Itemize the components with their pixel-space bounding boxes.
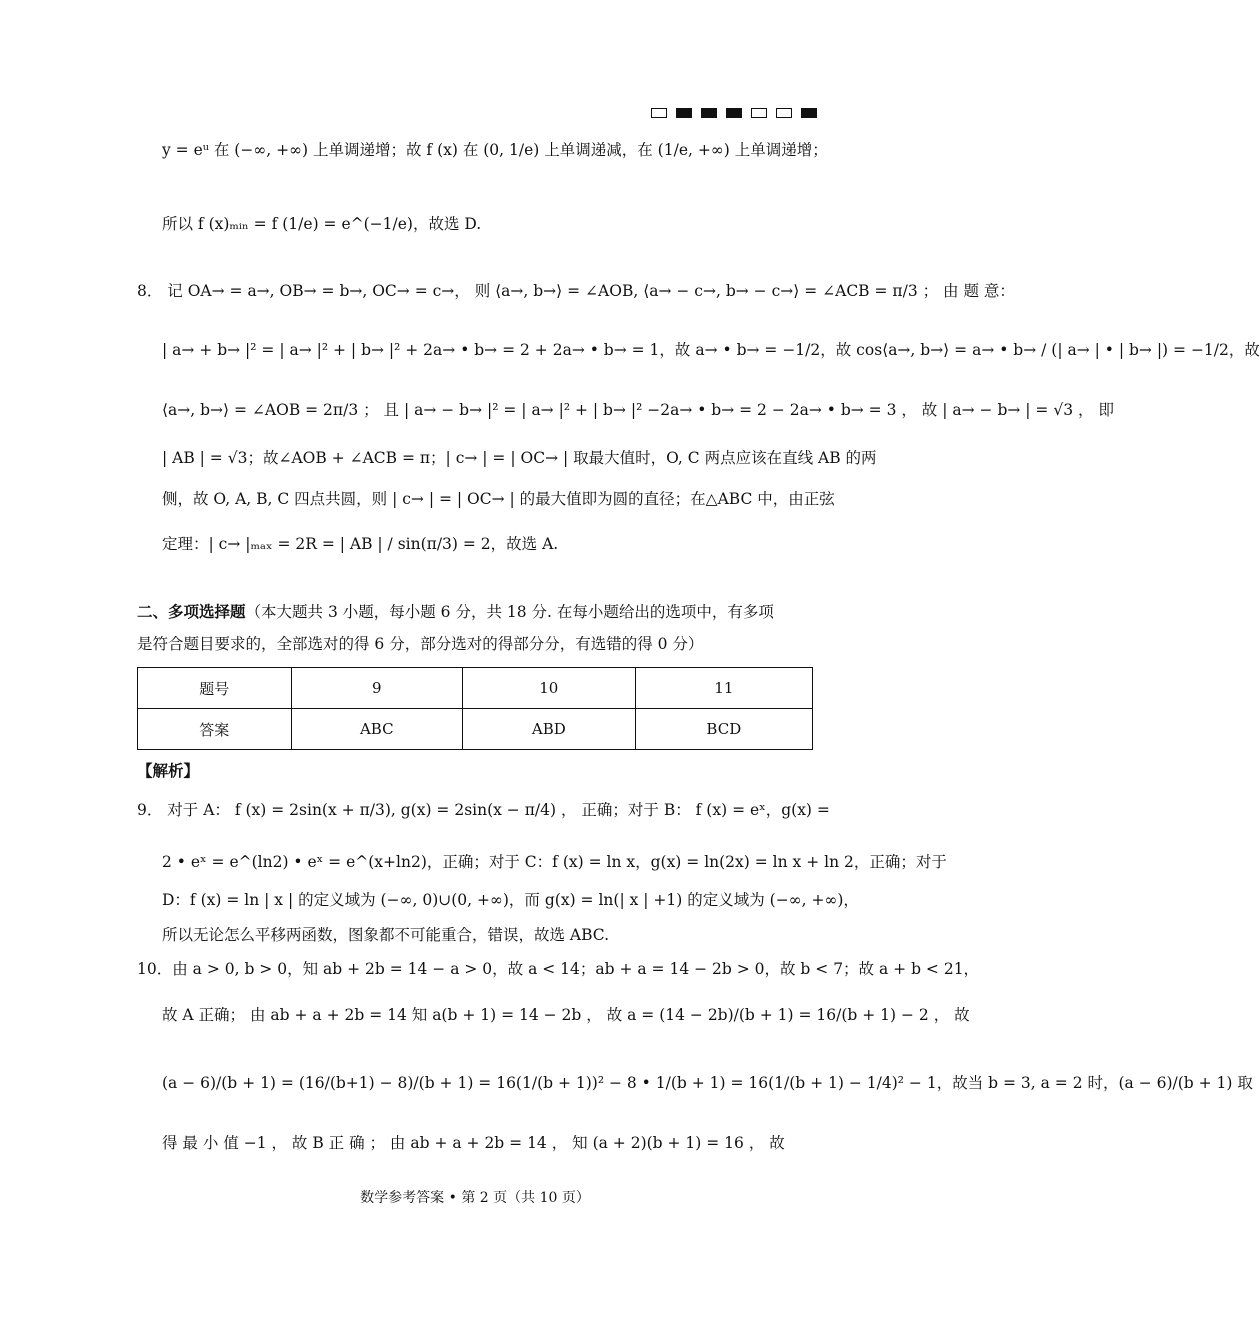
section-heading [137, 601, 815, 624]
section-title: 二、多项选择题 [137, 602, 246, 621]
header-mark [776, 108, 792, 118]
header-mark [751, 108, 767, 118]
table-cell-a11: BCD [635, 709, 812, 750]
page-footer: 数学参考答案 • 第 2 页（共 10 页） [360, 1190, 590, 1206]
text-line: ⟨a→, b→⟩ = ∠AOB = 2π/3 ； 且 | a→ − b→ |² = | a→ |² + | b→ |² −2a→ • b→ = 2 − 2a→ • b→ = 3 ， 故 | a→ − b→ | = √3 ， 即 [162, 401, 1114, 419]
header-mark [701, 108, 717, 118]
text-line: 故 A 正确； 由 ab + a + 2b = 14 知 a(b + 1) = 14 − 2b ， 故 a = (14 − 2b)/(b + 1) = 16/(b + 1) − 2 ， 故 [162, 1006, 970, 1024]
text-line: y = eᵘ 在 (−∞, +∞) 上单调递增；故 f (x) 在 (0, 1/e) 上单调递减，在 (1/e, +∞) 上单调递增； [162, 141, 828, 159]
header-marks [651, 108, 817, 118]
analysis-label: 【解析】 [137, 761, 200, 780]
table-row-header [138, 668, 813, 709]
text-line: | a→ + b→ |² = | a→ |² + | b→ |² + 2a→ • b→ = 2 + 2a→ • b→ = 1，故 a→ • b→ = −1/2，故 cos⟨a→, b→⟩ = a→ • b→ / (| a→ | • | b→ |) = −1/2，故 [162, 341, 1260, 359]
header-mark [651, 108, 667, 118]
table-cell-answer-label: 答案 [138, 709, 292, 750]
text-line: (a − 6)/(b + 1) = (16/(b+1) − 8)/(b + 1) = 16(1/(b + 1))² − 8 • 1/(b + 1) = 16(1/(b + 1) − 1/4)² − 1，故当 b = 3, a = 2 时，(a − 6)/(b + 1) 取 [162, 1074, 1253, 1092]
text-line: 所以无论怎么平移两函数，图象都不可能重合，错误，故选 ABC. [162, 926, 610, 944]
header-mark [726, 108, 742, 118]
text-line: 10．由 a > 0, b > 0，知 ab + 2b = 14 − a > 0，故 a < 14；ab + a = 14 − 2b > 0，故 b < 7；故 a + b < 21， [137, 960, 980, 978]
text-line: 2 • eˣ = e^(ln2) • eˣ = e^(x+ln2)，正确；对于 C：f (x) = ln x，g(x) = ln(2x) = ln x + ln 2，正确；对于 [162, 853, 947, 871]
text-line: 侧，故 O, A, B, C 四点共圆，则 | c→ | = | OC→ | 的最大值即为圆的直径；在△ABC 中，由正弦 [162, 490, 835, 508]
table-cell-label: 题号 [138, 668, 292, 709]
section-desc-2: 是符合题目要求的，全部选对的得 6 分，部分选对的得部分分，有选错的得 0 分） [137, 635, 704, 653]
section-desc-1: （本大题共 3 小题，每小题 6 分，共 18 分. 在每小题给出的选项中，有多项 [245, 603, 774, 621]
table-cell-q10: 10 [462, 668, 635, 709]
text-line: 9． 对于 A： f (x) = 2sin(x + π/3), g(x) = 2sin(x − π/4) ， 正确；对于 B： f (x) = eˣ，g(x) = [137, 801, 830, 819]
header-mark [801, 108, 817, 118]
table-cell-q11: 11 [635, 668, 812, 709]
answer-table [137, 667, 813, 750]
table-row-answers [138, 709, 813, 750]
text-line: 所以 f (x)ₘᵢₙ = f (1/e) = e^(−1/e)，故选 D. [162, 215, 482, 233]
text-line: 定理：| c→ |ₘₐₓ = 2R = | AB | / sin(π/3) = 2，故选 A. [162, 535, 559, 553]
text-line: 得 最 小 值 −1 ， 故 B 正 确 ； 由 ab + a + 2b = 14 ， 知 (a + 2)(b + 1) = 16 ， 故 [162, 1134, 785, 1152]
table-cell-a10: ABD [462, 709, 635, 750]
text-line: D：f (x) = ln | x | 的定义域为 (−∞, 0)∪(0, +∞)，而 g(x) = ln(| x | +1) 的定义域为 (−∞, +∞)， [162, 891, 859, 909]
text-line: | AB | = √3；故∠AOB + ∠ACB = π；| c→ | = | OC→ | 取最大值时，O, C 两点应该在直线 AB 的两 [162, 449, 877, 467]
table-cell-q9: 9 [291, 668, 462, 709]
table-cell-a9: ABC [291, 709, 462, 750]
header-mark [676, 108, 692, 118]
text-line: 8． 记 OA→ = a→, OB→ = b→, OC→ = c→， 则 ⟨a→, b→⟩ = ∠AOB, ⟨a→ − c→, b→ − c→⟩ = ∠ACB = π/3 ； 由 题 意： [137, 282, 1015, 300]
